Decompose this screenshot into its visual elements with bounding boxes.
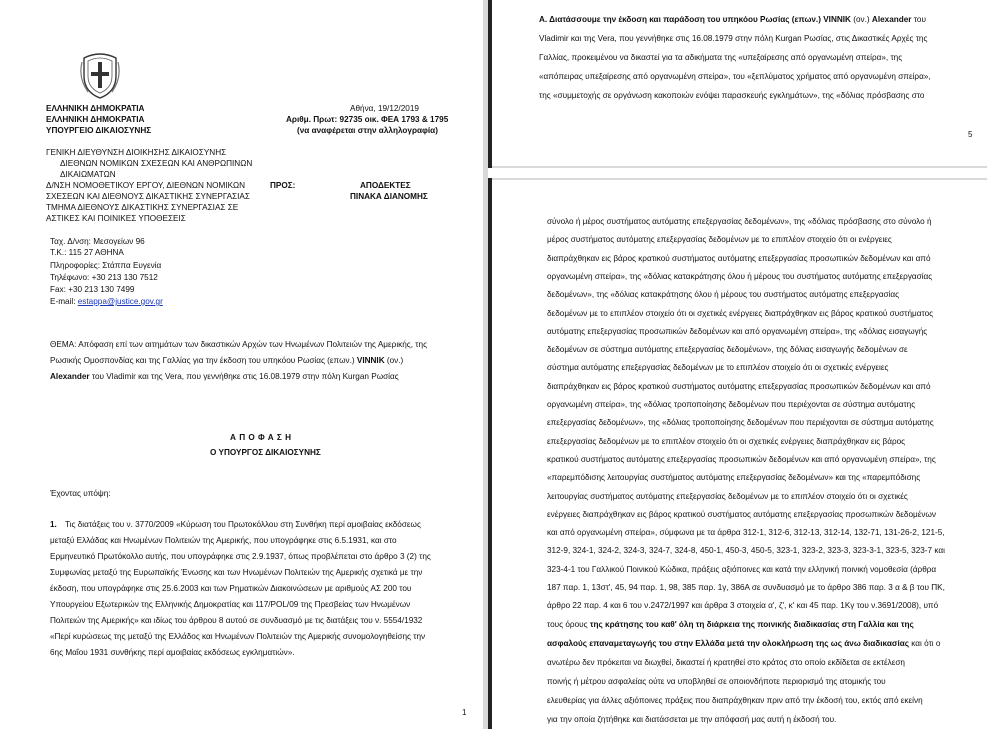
item-line: Πολιτειών της Αμερικής» και ιδίως του άρθρου 8 αυτού σε συνδυασμό με τις διατάξεις του ν. 5554/1932 [50,616,423,625]
subject-text: (ον.) [384,356,404,365]
contact-email-row [50,296,163,307]
directorate-line: ΣΧΕΣΕΩΝ ΚΑΙ ΔΙΕΘΝΟΥΣ ΔΙΚΑΣΤΙΚΗΣ ΣΥΝΕΡΓΑΣΙΑΣ [46,192,250,201]
contact-fax: Fax: +30 213 130 7499 [50,285,135,294]
continuation-line: λειτουργίας συστήματος αυτόματης επεξεργασίας δεδομένων με το επιπλέον στοιχείο ότι οι σχετικές [547,491,908,501]
page-gap [488,168,987,178]
to-label: ΠΡΟΣ: [270,181,296,190]
conditions-bold: ασφαλούς επαναμεταγωγής του στην Ελλάδα μετά την ολοκλήρωση της ως άνω διαδικασίας [547,639,910,648]
ministry-heading: ΥΠΟΥΡΓΕΙΟ ΔΙΚΑΙΟΣΥΝΗΣ [46,126,152,135]
page-number: 5 [968,130,973,139]
order-text: Α. Διατάσσουμε την έκδοση και παράδοση του υπηκόου Ρωσίας (επων.) [539,15,824,24]
document-page-6 [492,180,987,729]
directorate-line: Δ/ΝΣΗ ΝΟΜΟΘΕΤΙΚΟΥ ΕΡΓΟΥ, ΔΙΕΘΝΩΝ ΝΟΜΙΚΩΝ [46,181,246,190]
continuation-line: και από οργανωμένη σπείρα», σύμφωνα με τα άρθρα 312-1, 312-6, 312-13, 312-14, 132-71, 131-26-2, 121-5, [547,528,945,538]
continuation-line: μέρος συστήματος αυτόματης επεξεργασίας δεδομένων με το επιπλέον στοιχείο ότι οι ενέργειες [547,235,892,245]
item-number: 1. [50,520,57,529]
order-line: Γαλλίας, προκειμένου να δικαστεί για τα αδικήματα της «υπεξαίρεσης από οργανωμένη σπείρα», της [539,53,903,62]
item-line: «Περί κυρώσεως της μεταξύ της Ελλάδος και Ηνωμένων Πολιτειών της Αμερικής συνομολογηθείσης την [50,632,426,641]
contact-address: Ταχ. Δ/νση: Μεσογείων 96 [50,237,145,246]
document-page-5 [492,0,987,166]
continuation-line: ενέργειες διαπράχθηκαν εις βάρος κρατικού συστήματος αυτόματης επεξεργασίας προσωπικών δεδομένων [547,509,936,519]
continuation-line: 187 παρ. 1, 13στ', 45, 94 παρ. 1, 98, 385 παρ. 1γ, 386Α σε συνδυασμό με το άρθρο 386 παρ. 3 α & β του ΠΚ, [547,583,945,592]
republic-heading-1: ΕΛΛΗΝΙΚΗ ΔΗΜΟΚΡΑΤΙΑ [46,104,145,113]
continuation-line: διαπράχθηκαν εις βάρος κρατικού συστήματος αυτόματης επεξεργασίας προσωπικών δεδομένων και από [547,381,931,391]
recipients-line-1: ΑΠΟΔΕΚΤΕΣ [360,181,411,190]
tail-line: ανωτέρω δεν πρόκειται να διωχθεί, δικαστεί ή κρατηθεί στο κράτος στο οποίο εκδίδεται σε εκτέλεση [547,658,905,667]
order-text: (ον.) [850,15,872,24]
contact-phone: Τηλέφωνο: +30 213 130 7512 [50,273,158,282]
continuation-line: 323-4-1 του Γαλλικού Ποινικού Κώδικα, πράξεις αξιόποινες και κατά την ελληνική ποινική νομοθεσία (άρθρα [547,564,937,574]
item-line: έκδοση, που υπογράφηκε στις 25.6.2003 και των Ρηματικών Διακοινώσεων με αριθμούς ΑΣ 200 του [50,584,412,593]
contact-info: Πληροφορίες: Στάππα Ευγενία [50,261,162,270]
item-line: Συμφωνίας μεταξύ της Ευρωπαϊκής Ένωσης και των Ηνωμένων Πολιτειών της Αμερικής σχετικά με την [50,568,423,577]
conditions-line-2 [547,638,940,649]
item-line: Τις διατάξεις του ν. 3770/2009 «Κύρωση του Πρωτοκόλλου στη Συνθήκη περί αμοιβαίας εκδόσεως [65,520,421,529]
subject-line-2 [50,355,403,366]
continuation-line: κρατικού συστήματος αυτόματης επεξεργασίας προσωπικών δεδομένων και από οργανωμένη σπείρα», της [547,454,936,464]
conditions-line-1 [547,619,914,630]
email-label: E-mail: [50,297,78,306]
greek-coat-of-arms-icon [78,48,122,100]
order-line: της «συμμετοχής σε οργάνωση κακοποιών ενόψει παρασκευής εγκλημάτων», της «δόλιας πρόσβασης στο [539,91,925,100]
order-text: του [911,15,926,24]
item-line: 6ης Μαΐου 1931 συνθήκης περί αμοιβαίας εκδόσεως εγκληματιών». [50,648,295,657]
order-line: «απόπειρας υπεξαίρεσης από οργανωμένη σπείρα», του «ξεπλύματος χρήματος από οργανωμένη σπείρα», [539,72,931,81]
tail-line: ελευθερίας για άλλες αξιόποινες πράξεις που διαπράχθηκαν πριν από την έκδοσή του, εκτός από εκείνη [547,696,923,705]
conditions-text: και ότι ο [909,639,941,648]
tail-line: για την οποία ζητήθηκε και διατάσσεται με την απόφασή μας αυτή η έκδοσή του. [547,715,837,724]
continuation-line: σύστημα αυτόματης επεξεργασίας δεδομένων με το επιπλέον στοιχείο ότι οι σχετικές ενέργειες [547,363,889,373]
order-line-1 [539,14,926,25]
directorate-line: ΔΙΚΑΙΩΜΑΤΩΝ [60,170,116,179]
item-line: μεταξύ Ελλάδας και Ηνωμένων Πολιτειών της Αμερικής, που υπογράφηκε στις 6.5.1931, και στο [50,536,397,545]
directorate-line: ΔΙΕΘΝΩΝ ΝΟΜΙΚΩΝ ΣΧΕΣΕΩΝ ΚΑΙ ΑΝΘΡΩΠΙΝΩΝ [60,159,253,168]
subject-line-3 [50,371,399,382]
directorate-line: ΑΣΤΙΚΕΣ ΚΑΙ ΠΟΙΝΙΚΕΣ ΥΠΟΘΕΣΕΙΣ [46,214,186,223]
subject-text: Ρωσικής Ομοσπονδίας και της Γαλλίας για την έκδοση του υπηκόου Ρωσίας (επων.) [50,356,357,365]
continuation-line: επεξεργασίας δεδομένων», της «δόλιας τροποποίησης δεδομένων που περιέχονται σε σύστημα αυτόματης [547,418,934,428]
email-link[interactable]: estappa@justice.gov.gr [77,297,163,306]
continuation-line: δεδομένων σε σύστημα αυτόματης επεξεργασίας δεδομένων», της δόλιας εισαγωγής δεδομένων σε [547,345,908,355]
continuation-line: αυτόματης επεξεργασίας προσωπικών δεδομένων και από οργανωμένη σπείρα», της «δόλιας εισαγωγής [547,326,928,336]
conditions-text: τους όρους [547,620,590,629]
subject-surname: VINNIK [356,356,385,365]
document-date: Αθήνα, 19/12/2019 [350,104,419,113]
considering-heading: Έχοντας υπόψη: [50,489,111,498]
continuation-line: επεξεργασίας δεδομένων με το επιπλέον στοιχείο ότι οι σχετικές ενέργειες διαπράχθηκαν εις βάρος [547,436,906,446]
decision-title: Α Π Ο Φ Α Σ Η [230,433,292,442]
subject-line-1: ΘΕΜΑ: Απόφαση επί των αιτημάτων των δικαστικών Αρχών των Ηνωμένων Πολιτειών της Αμερικής, της [50,340,428,349]
continuation-line: διαπράχθηκαν εις βάρος κρατικού συστήματος αυτόματης επεξεργασίας προσωπικών δεδομένων και από [547,253,931,263]
conditions-bold: της κράτησης του καθ' όλη τη διάρκεια της ποινικής διαδικασίας στη Γαλλία και της [589,620,914,629]
continuation-line: σύνολο ή μέρος συστήματος αυτόματης επεξεργασίας δεδομένων», της «δόλιας πρόσβασης στο σύνολο ή [547,217,932,226]
protocol-number: Αριθμ. Πρωτ: 92735 οικ. ΦΕΑ 1793 & 1795 [286,115,449,124]
directorate-line: ΤΜΗΜΑ ΔΙΕΘΝΟΥΣ ΔΙΚΑΣΤΙΚΗΣ ΣΥΝΕΡΓΑΣΙΑΣ ΣΕ [46,203,239,212]
order-firstname: Alexander [871,15,912,24]
continuation-line: δεδομένων», της «δόλιας κατακράτησης όλου ή μέρους του συστήματος αυτόματης επεξεργασίας [547,290,900,300]
subject-text: του Vladimir και της Vera, που γεννήθηκε στις 16.08.1979 στην πόλη Kurgan Ρωσίας [89,372,399,381]
order-line: Vladimir και της Vera, που γεννήθηκε στις 16.08.1979 στην πόλη Kurgan Ρωσίας, στις Δικαστικές Αρχές της [539,34,928,43]
document-page-1 [0,0,483,729]
page-number: 1 [462,708,467,717]
continuation-line: «παρεμπόδισης λειτουργίας συστήματος αυτόματης επεξεργασίας δεδομένων» και της «παρεμπόδισης [547,473,921,483]
decision-subtitle: Ο ΥΠΟΥΡΓΟΣ ΔΙΚΑΙΟΣΥΝΗΣ [210,448,321,457]
directorate-line: ΓΕΝΙΚΗ ΔΙΕΥΘΥΝΣΗ ΔΙΟΙΚΗΣΗΣ ΔΙΚΑΙΟΣΥΝΗΣ [46,148,227,157]
continuation-line: 312-9, 324-1, 324-2, 324-3, 324-7, 324-8, 450-1, 450-3, 450-5, 323-1, 323-2, 323-3, 323-3-1, 323-5, 323-7 και [547,546,945,556]
continuation-line: οργανωμένη σπείρα», της «δόλιας τροποποίησης δεδομένων που περιέχονται σε σύστημα αυτόματης [547,400,916,409]
protocol-note: (να αναφέρεται στην αλληλογραφία) [297,126,438,135]
item-line: Ερμηνευτικό Πρωτόκολλο αυτής, που υπογράφηκε στις 2.9.1937, όπως προβλέπεται στο άρθρο 3 (2) της [50,552,431,561]
item-line: Υπουργείου Εξωτερικών της Ελληνικής Δημοκρατίας και 117/POL/09 της Πρεσβείας των Ηνωμένων [50,600,411,609]
continuation-line: άρθρο 22 παρ. 4 και 6 του ν.2472/1997 και άρθρα 3 στοιχεία α', ζ', κ' και 45 παρ. 1Κγ του ν.3691/2008), υπό [547,601,939,611]
continuation-line: δεδομένων με το επιπλέον στοιχείο ότι οι σχετικές ενέργειες διαπράχθηκαν εις βάρος κρατικού συστήματος [547,308,934,318]
republic-heading-2: ΕΛΛΗΝΙΚΗ ΔΗΜΟΚΡΑΤΙΑ [46,115,145,124]
continuation-line: οργανωμένη σπείρα», της «δόλιας κατακράτησης όλου ή μέρους του συστήματος αυτόματης επεξεργασίας [547,271,933,281]
tail-line: ποινής ή μέτρου ασφαλείας ούτε να υποβληθεί σε οποιονδήποτε περιορισμό της ατομικής του [547,677,886,686]
recipients-line-2: ΠΙΝΑΚΑ ΔΙΑΝΟΜΗΣ [350,192,428,201]
contact-postcode: Τ.Κ.: 115 27 ΑΘΗΝΑ [50,248,124,257]
subject-firstname: Alexander [50,372,90,381]
order-surname: VINNIK [823,15,851,24]
